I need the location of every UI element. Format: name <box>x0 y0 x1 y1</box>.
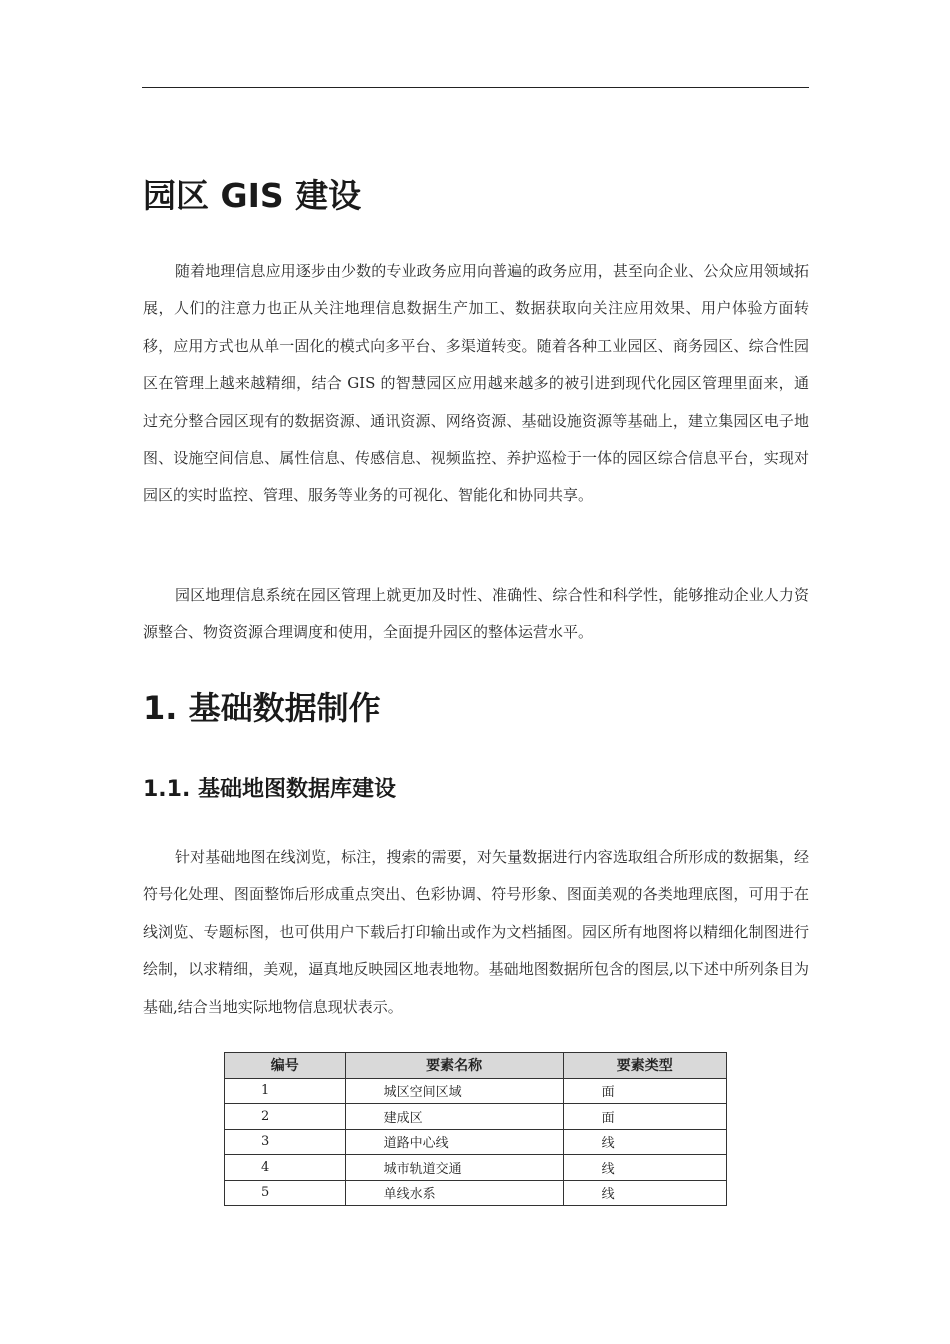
subsection-paragraph: 针对基础地图在线浏览，标注，搜索的需要，对矢量数据进行内容选取组合所形成的数据集，经符号化处理、图面整饰后形成重点突出、色彩协调、符号形象、图面美观的各类地理底图，可用于在线浏览、专题标图，也可供用户下载后打印输出或作为文档插图。园区所有地图将以精细化制图进行绘制，以求精细，美观，逼真地反映园区地表地物。基础地图数据所包含的图层,以下述中所列条目为基础,结合当地实际地物信息现状表示。 <box>143 848 809 1016</box>
header-rule <box>142 87 809 88</box>
cell-element-type: 线 <box>563 1129 726 1155</box>
document-title: 园区 GIS 建设 <box>143 176 362 215</box>
cell-id: 4 <box>225 1155 346 1181</box>
subsection-heading-1-1: 1.1. 基础地图数据库建设 <box>143 777 396 802</box>
table-row <box>225 1104 727 1130</box>
intro-paragraph-1: 随着地理信息应用逐步由少数的专业政务应用向普遍的政务应用，甚至向企业、公众应用领域拓展，人们的注意力也正从关注地理信息数据生产加工、数据获取向关注应用效果、用户体验方面转移，应用方式也从单一固化的模式向多平台、多渠道转变。随着各种工业园区、商务园区、综合性园区在管理上越来越精细，结合 GIS 的智慧园区应用越来越多的被引进到现代化园区管理里面来，通过充分整合园区现有的数据资源、通讯资源、网络资源、基础设施资源等基础上，建立集园区电子地图、设施空间信息、属性信息、传感信息、视频监控、养护巡检于一体的园区综合信息平台，实现对园区的实时监控、管理、服务等业务的可视化、智能化和协同共享。 <box>143 262 809 505</box>
table-header-row <box>225 1053 727 1079</box>
cell-id: 3 <box>225 1129 346 1155</box>
cell-element-type: 线 <box>563 1180 726 1206</box>
header-element-name: 要素名称 <box>345 1053 563 1079</box>
table-row <box>225 1129 727 1155</box>
header-id: 编号 <box>225 1053 346 1079</box>
cell-id: 2 <box>225 1104 346 1130</box>
cell-element-name: 单线水系 <box>345 1180 563 1206</box>
table-row <box>225 1155 727 1181</box>
cell-element-type: 面 <box>563 1078 726 1104</box>
cell-element-name: 道路中心线 <box>345 1129 563 1155</box>
cell-element-name: 城区空间区域 <box>345 1078 563 1104</box>
cell-element-type: 面 <box>563 1104 726 1130</box>
section-heading-1: 1. 基础数据制作 <box>143 689 381 727</box>
cell-id: 1 <box>225 1078 346 1104</box>
map-elements-table <box>224 1052 727 1206</box>
cell-element-name: 城市轨道交通 <box>345 1155 563 1181</box>
header-element-type: 要素类型 <box>563 1053 726 1079</box>
cell-element-type: 线 <box>563 1155 726 1181</box>
cell-id: 5 <box>225 1180 346 1206</box>
intro-paragraph-2: 园区地理信息系统在园区管理上就更加及时性、准确性、综合性和科学性，能够推动企业人力资源整合、物资资源合理调度和使用，全面提升园区的整体运营水平。 <box>143 586 809 642</box>
table-row <box>225 1078 727 1104</box>
table-row <box>225 1180 727 1206</box>
cell-element-name: 建成区 <box>345 1104 563 1130</box>
